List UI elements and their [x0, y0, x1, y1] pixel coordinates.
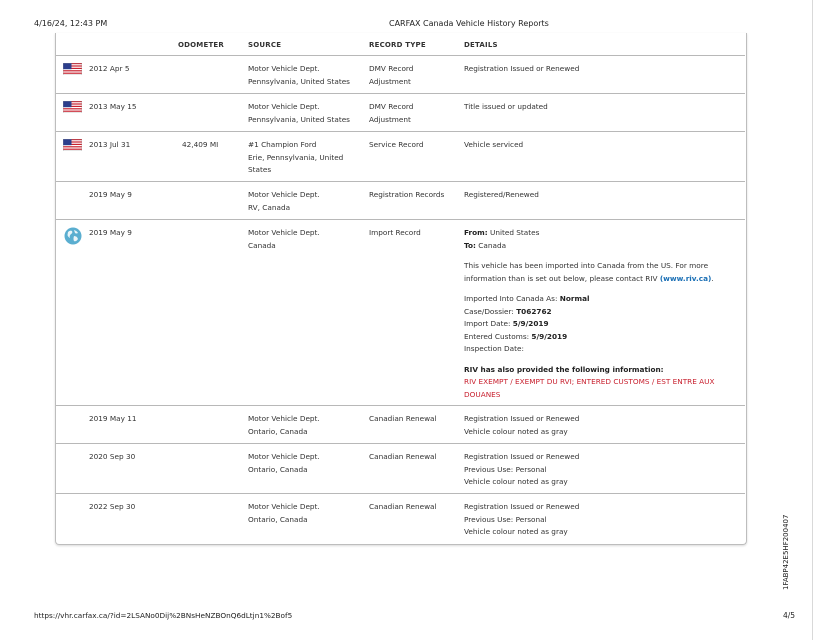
case-label: Case/Dossier: [464, 306, 514, 316]
table-row [56, 493, 745, 544]
table-row [56, 443, 745, 494]
table-row [56, 131, 745, 182]
import-note: This vehicle has been imported into Canada from the US. For more information than is set out below, please contact RIV (www.riv.ca). [464, 261, 714, 283]
record-source: Motor Vehicle Dept. Pennsylvania, United States [248, 102, 350, 124]
riv-heading: RIV has also provided the following information: [464, 364, 664, 374]
us-flag-icon [63, 139, 82, 151]
record-details: Vehicle serviced [464, 140, 524, 149]
record-details: Title issued or updated [464, 102, 548, 111]
header-details: DETAILS [464, 41, 498, 49]
case-value: T062762 [516, 306, 552, 316]
record-type: Service Record [369, 140, 424, 149]
table-row [56, 181, 745, 220]
record-date: 2020 Sep 30 [89, 452, 136, 461]
table-row [56, 405, 745, 444]
imported-as-value: Normal [559, 294, 590, 303]
globe-icon [64, 227, 82, 245]
to-value: Canada [478, 240, 507, 250]
record-date: 2013 Jul 31 [89, 140, 131, 149]
table-row [56, 93, 745, 132]
record-type: Import Record [369, 228, 421, 237]
record-type: Canadian Renewal [369, 452, 437, 461]
record-details: Registration Issued or Renewed Previous Use: Personal Vehicle colour noted as gray [464, 502, 580, 536]
imported-as-label: Imported Into Canada As: [464, 294, 558, 303]
us-flag-icon [63, 101, 82, 113]
table-row [56, 55, 745, 94]
record-source: Motor Vehicle Dept. RV, Canada [248, 190, 320, 212]
record-odometer: 42,409 MI [182, 140, 219, 149]
page-number: 4/5 [783, 611, 796, 620]
record-date: 2019 May 9 [89, 228, 132, 237]
record-source: #1 Champion Ford Erie, Pennsylvania, United States [248, 140, 344, 174]
riv-info: RIV EXEMPT / EXEMPT DU RVI; ENTERED CUSTOMS / EST ENTRE AUX DOUANES [464, 377, 715, 399]
from-label: From: [464, 228, 488, 237]
record-source: Motor Vehicle Dept. Ontario, Canada [248, 452, 320, 474]
header-record-type: RECORD TYPE [369, 41, 426, 49]
record-source: Motor Vehicle Dept. Ontario, Canada [248, 414, 320, 436]
record-date: 2019 May 11 [89, 414, 137, 423]
record-date: 2019 May 9 [89, 190, 132, 199]
header-source: SOURCE [248, 41, 282, 49]
to-label: To: [464, 240, 476, 250]
us-flag-icon [63, 63, 82, 75]
print-url: https://vhr.carfax.ca/?id=2LSANo0Dij%2BNsHeNZBOnQ6dLtjn1%2Bof5 [34, 611, 293, 620]
import-details [464, 227, 744, 401]
vin-sidebar-text: 1FABP42E5HF200407 [782, 514, 790, 590]
import-date-value: 5/9/2019 [512, 319, 549, 328]
table-row [56, 219, 745, 406]
record-date: 2022 Sep 30 [89, 502, 136, 511]
record-details: Registration Issued or Renewed Previous Use: Personal Vehicle colour noted as gray [464, 452, 580, 486]
record-source: Motor Vehicle Dept. Pennsylvania, United States [248, 64, 350, 86]
print-datetime: 4/16/24, 12:43 PM [34, 19, 108, 28]
record-date: 2012 Apr 5 [89, 64, 130, 73]
record-type: DMV Record Adjustment [369, 64, 414, 86]
header-odometer: ODOMETER [178, 41, 225, 49]
record-type: Registration Records [369, 190, 445, 199]
from-value: United States [489, 228, 540, 237]
record-details: Registration Issued or Renewed [464, 64, 580, 73]
record-source: Motor Vehicle Dept. Ontario, Canada [248, 502, 320, 524]
record-details: Registration Issued or Renewed Vehicle colour noted as gray [464, 414, 580, 436]
record-date: 2013 May 15 [89, 102, 137, 111]
record-type: Canadian Renewal [369, 414, 437, 423]
page-edge [812, 0, 813, 640]
record-source: Motor Vehicle Dept. Canada [248, 228, 320, 250]
import-date-label: Import Date: [464, 319, 511, 328]
record-details: Registered/Renewed [464, 190, 539, 199]
entered-customs-value: 5/9/2019 [531, 331, 568, 341]
riv-link[interactable]: (www.riv.ca) [659, 273, 712, 283]
record-type: DMV Record Adjustment [369, 102, 414, 124]
entered-customs-label: Entered Customs: [464, 331, 530, 341]
record-type: Canadian Renewal [369, 502, 437, 511]
inspection-label: Inspection Date: [464, 344, 524, 353]
print-title: CARFAX Canada Vehicle History Reports [389, 19, 549, 28]
